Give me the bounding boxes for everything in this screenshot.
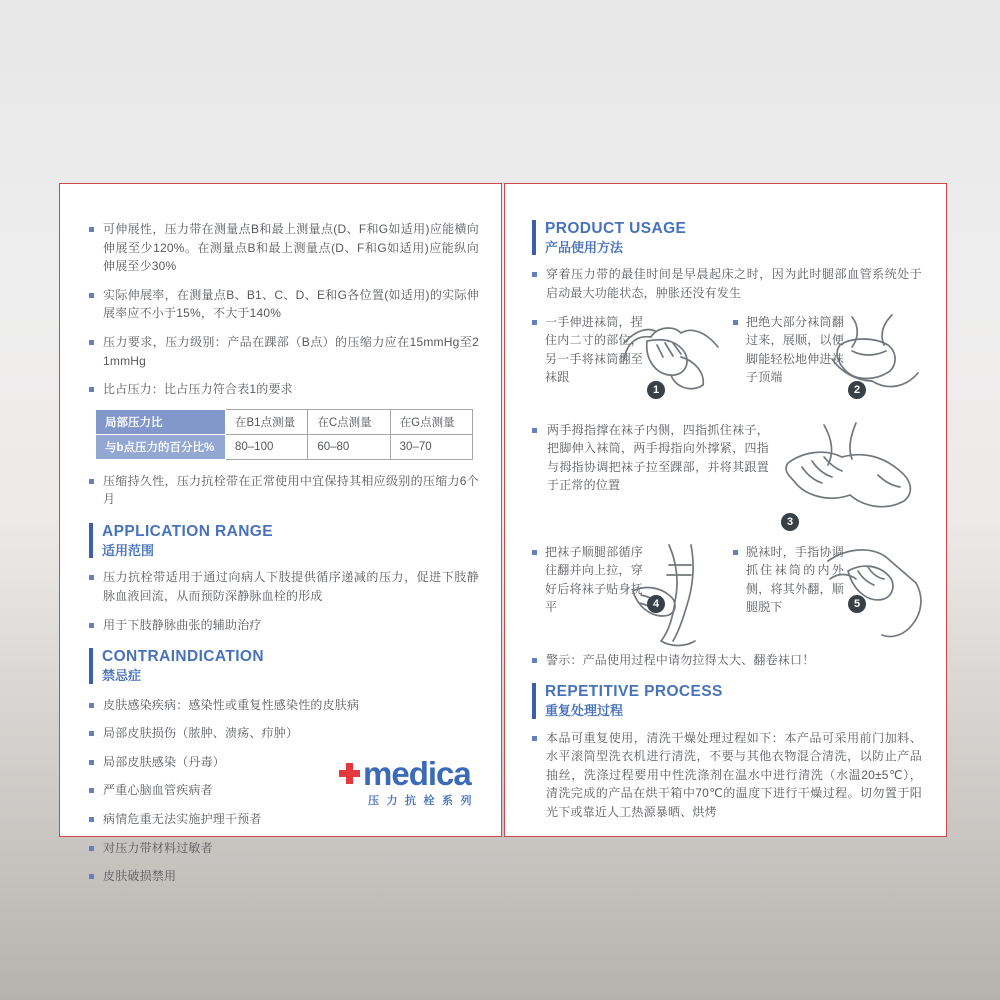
- spec-text: 实际伸展率，在测量点B、B1、C、D、E和G各位置(如适用)的实际伸展率应不小于15%，不大于140%: [103, 287, 479, 321]
- bullet-icon: [89, 731, 94, 736]
- usage-step-2: [733, 313, 922, 409]
- brand-name: medica: [363, 755, 471, 792]
- list-item: [89, 696, 479, 715]
- step-number-badge: 2: [848, 381, 866, 399]
- spec-text: 可伸展性，压力带在测量点B和最上测量点(D、F和G如适用)应能横向伸展至少120%。在测量点B和最上测量点(D、F和G如适用)应能纵向伸展至少30%: [103, 222, 479, 274]
- bullet-icon: [532, 320, 537, 325]
- list-item: [89, 568, 479, 605]
- illustration-step-4: [651, 543, 721, 639]
- list-item: [89, 472, 479, 509]
- page-right: [504, 183, 947, 837]
- list-item: [532, 729, 922, 822]
- bullet-icon: [89, 479, 94, 484]
- illustration-step-2: [852, 313, 922, 409]
- section-title-en: PRODUCT USAGE: [545, 220, 687, 237]
- section-header-repetitive-process: [532, 683, 922, 718]
- contraindication-text: 严重心脑血管疾病者: [103, 783, 213, 798]
- section-bar: [89, 523, 93, 558]
- pressure-ratio-table: [95, 409, 473, 460]
- table-cell: 30–70: [390, 434, 472, 459]
- section-title-en: REPETITIVE PROCESS: [545, 683, 723, 701]
- step-number-badge: 3: [781, 513, 799, 531]
- table-cell: 在B1点测量: [226, 409, 308, 434]
- section-bar: [89, 648, 93, 683]
- spec-bullet-list: [89, 220, 479, 399]
- section-title-zh: 禁忌症: [102, 667, 142, 683]
- step-number-badge: 4: [647, 595, 665, 613]
- step-text: 一手伸进袜筒，捏住内二寸的部位，另一手将袜筒翻至袜跟: [545, 314, 643, 385]
- usage-step-5: [733, 543, 922, 639]
- table-row: [96, 409, 473, 434]
- table-cell: 80–100: [226, 434, 308, 459]
- usage-intro-text: 穿着压力带的最佳时间是早晨起床之时，因为此时腿部血管系统处于启动最大功能状态，肿胀还没有发生: [546, 267, 922, 300]
- illustration-step-1: [651, 313, 721, 409]
- list-item: [89, 286, 479, 323]
- bullet-icon: [89, 760, 94, 765]
- table-cell: 60–80: [308, 434, 390, 459]
- bullet-icon: [532, 272, 537, 277]
- bullet-icon: [89, 846, 94, 851]
- bullet-icon: [89, 703, 94, 708]
- bullet-icon: [89, 575, 94, 580]
- bullet-icon: [532, 736, 537, 741]
- section-title-zh: 产品使用方法: [545, 239, 624, 255]
- list-item: [89, 333, 479, 370]
- illustration-step-5: [852, 543, 922, 639]
- spec-text: 压缩持久性，压力抗栓带在正常使用中宜保持其相应级别的压缩力6个月: [103, 473, 479, 507]
- contraindication-text: 病情危重无法实施护理干预者: [103, 811, 262, 826]
- step-text: 把袜子顺腿部循序往翻并向上拉，穿好后将袜子贴身抚平: [545, 544, 643, 615]
- application-text: 用于下肢静脉曲张的辅助治疗: [103, 617, 262, 632]
- bullet-icon: [89, 788, 94, 793]
- contraindication-text: 皮肤破损禁用: [103, 869, 177, 884]
- usage-step-1: [532, 313, 721, 409]
- list-item: [89, 380, 479, 399]
- section-header-application-range: [89, 523, 479, 558]
- list-item: [89, 867, 479, 886]
- section-title-zh: 重复处理过程: [545, 703, 624, 718]
- bullet-icon: [89, 227, 94, 232]
- pull-sock-up-leg-sketch: [625, 543, 721, 647]
- section-title-zh: 适用范围: [102, 542, 155, 558]
- section-header-contraindication: [89, 648, 479, 683]
- brand-series-label: 压力抗栓系列: [368, 795, 479, 807]
- list-item: [89, 724, 479, 743]
- usage-steps-row-1: [532, 313, 922, 409]
- bullet-icon: [532, 658, 537, 663]
- step-text: 两手拇指撑在袜子内侧，四指抓住袜子，把脚伸入袜筒，两手拇指向外撑紧，四指与拇指协调把袜子拉至踝部，并将其跟置于正常的位置: [547, 422, 769, 493]
- list-item: [532, 265, 922, 302]
- table-header-cell: 与b点压力的百分比%: [96, 434, 226, 459]
- spec-text: 压力要求，压力级别：产品在踝部（B点）的压缩力应在15mmHg至21mmHg: [103, 334, 479, 368]
- bullet-icon: [89, 817, 94, 822]
- list-item: [89, 810, 479, 829]
- step-number-badge: 1: [647, 381, 665, 399]
- usage-step-4: [532, 543, 721, 639]
- bullet-icon: [733, 550, 738, 555]
- brand-logo: [338, 757, 479, 808]
- hands-opening-sock-sketch: [822, 313, 922, 409]
- section-header-product-usage: [532, 220, 922, 255]
- warning-text: 警示：产品使用过程中请勿拉得太大、翻卷袜口！: [546, 652, 815, 667]
- bullet-icon: [89, 623, 94, 628]
- table-cell: 在G点测量: [390, 409, 472, 434]
- repetitive-process-text: 本品可重复使用，清洗干燥处理过程如下：本产品可采用前门加料、水平滚筒型洗衣机进行清洗，不要与其他衣物混合清洗，以防止产品抽丝，洗涤过程要用中性洗涤剂在温水中进行清洗（水温20±5℃），清洗完成的产品在烘干箱中70℃的温度下进行干燥过程。切勿置于阳光下或靠近人工热源暴晒、烘烤: [546, 730, 922, 819]
- list-item: [89, 616, 479, 635]
- contraindication-text: 皮肤感染疾病：感染性或重复性感染性的皮肤病: [103, 697, 360, 712]
- list-item: [89, 220, 479, 276]
- bullet-icon: [89, 387, 94, 392]
- section-title-en: CONTRAINDICATION: [102, 648, 264, 666]
- spec-text: 比占压力：比占压力符合表1的要求: [103, 382, 293, 397]
- contraindication-text: 局部皮肤感染（丹毒）: [103, 754, 226, 769]
- application-text: 压力抗栓带适用于通过向病人下肢提供循序递减的压力，促进下肢静脉血液回流，从而预防深静脉血栓的形成: [103, 570, 479, 603]
- step-text: 脱袜时，手指协调抓住袜筒的内外侧，将其外翻，顺腿脱下: [746, 544, 844, 615]
- hands-sock-sketch: [621, 313, 721, 409]
- table-row: [96, 434, 473, 459]
- usage-steps-row-3: [532, 543, 922, 639]
- usage-step-3: [532, 421, 922, 533]
- bullet-icon: [89, 293, 94, 298]
- contraindication-text: 对压力带材料过敏者: [103, 840, 213, 855]
- section-bar: [532, 683, 536, 718]
- section-bar: [532, 220, 536, 255]
- contraindication-text: 局部皮肤损伤（脓肿、溃疡、疖肿）: [103, 726, 299, 741]
- red-cross-icon: [338, 762, 361, 785]
- section-title-en: APPLICATION RANGE: [102, 522, 273, 540]
- remove-sock-bent-knee-sketch: [820, 543, 922, 643]
- step-number-badge: 5: [848, 595, 866, 613]
- bullet-icon: [89, 874, 94, 879]
- list-item: [532, 651, 922, 670]
- bullet-icon: [89, 340, 94, 345]
- page-left: [59, 183, 502, 884]
- table-header-cell: 局部压力比: [96, 409, 226, 434]
- bullet-icon: [532, 550, 537, 555]
- bullet-icon: [733, 320, 738, 325]
- step-text: 把绝大部分袜筒翻过来，展顺，以便脚能轻松地伸进袜子顶端: [746, 314, 844, 385]
- table-cell: 在C点测量: [308, 409, 390, 434]
- list-item: [89, 839, 479, 858]
- illustration-step-3: [779, 421, 922, 533]
- bullet-icon: [532, 428, 537, 433]
